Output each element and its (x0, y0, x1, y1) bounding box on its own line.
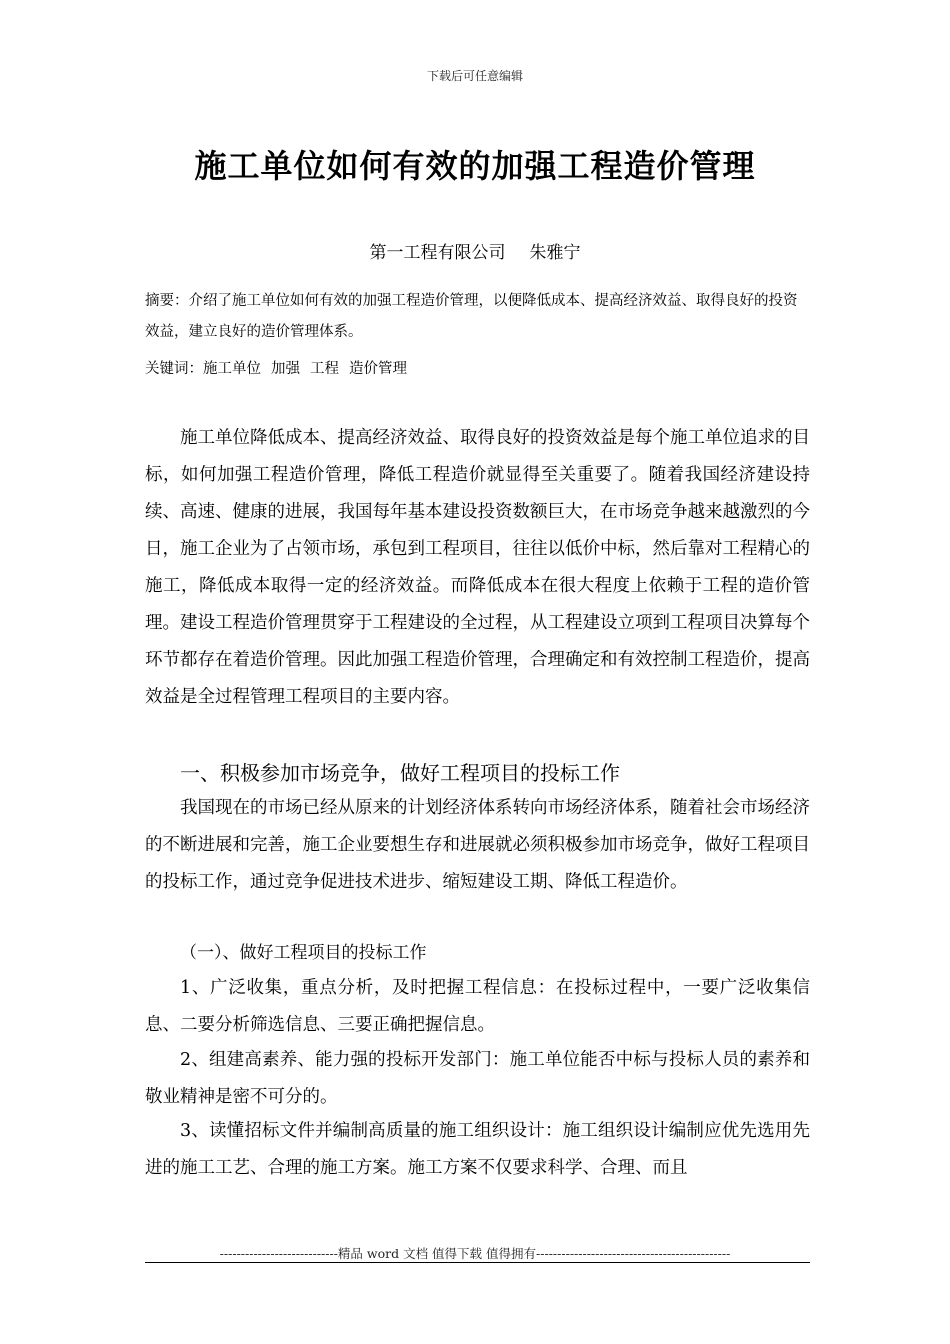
abstract: 摘要：介绍了施工单位如何有效的加强工程造价管理，以便降低成本、提高经济效益、取得良好的投资效益，建立良好的造价管理体系。 (145, 293, 798, 340)
keywords (145, 354, 810, 385)
author-line (0, 238, 950, 263)
list-item: 2、组建高素养、能力强的投标开发部门：施工单位能否中标与投标人员的素养和敬业精神是密不可分的。 (145, 1050, 810, 1107)
keyword: 工程 (310, 361, 339, 377)
company-name: 第一工程有限公司 (369, 243, 506, 263)
subsection-heading: （一）、做好工程项目的投标工作 (180, 943, 427, 963)
keyword: 施工单位 (203, 361, 261, 377)
list-item: 1、广泛收集，重点分析，及时把握工程信息：在投标过程中，一要广泛收集信息、二要分析筛选信息、三要正确把握信息。 (145, 978, 810, 1035)
footer-divider (145, 1262, 810, 1263)
document-title: 施工单位如何有效的加强工程造价管理 (194, 147, 756, 185)
keyword: 造价管理 (349, 361, 407, 377)
section-heading: 一、积极参加市场竞争，做好工程项目的投标工作 (180, 761, 620, 785)
header-note: 下载后可任意编辑 (426, 69, 523, 83)
author-name: 朱雅宁 (529, 243, 581, 263)
list-item: 3、读懂招标文件并编制高质量的施工组织设计：施工组织设计编制应优先选用先进的施工工艺、合理的施工方案。施工方案不仅要求科学、合理、而且 (145, 1121, 810, 1178)
footer-text: ----------------------------精品 word 文档 值得下载 值得拥有---------------------------------------------- (219, 1246, 731, 1261)
body-paragraph: 施工单位降低成本、提高经济效益、取得良好的投资效益是每个施工单位追求的目标，如何加强工程造价管理，降低工程造价就显得至关重要了。随着我国经济建设持续、高速、健康的进展，我国每年基本建设投资数额巨大，在市场竞争越来越激烈的今日，施工企业为了占领市场，承包到工程项目，往往以低价中标，然后靠对工程精心的施工，降低成本取得一定的经济效益。而降低成本在很大程度上依赖于工程的造价管理。建设工程造价管理贯穿于工程建设的全过程，从工程建设立项到工程项目决算每个环节都存在着造价管理。因此加强工程造价管理，合理确定和有效控制工程造价，提高效益是全过程管理工程项目的主要内容。 (145, 428, 810, 707)
keyword: 加强 (271, 361, 300, 377)
body-paragraph: 我国现在的市场已经从原来的计划经济体系转向市场经济体系，随着社会市场经济的不断进展和完善，施工企业要想生存和进展就必须积极参加市场竞争，做好工程项目的投标工作，通过竞争促进技术进步、缩短建设工期、降低工程造价。 (145, 798, 810, 892)
keywords-label: 关键词： (145, 361, 203, 377)
